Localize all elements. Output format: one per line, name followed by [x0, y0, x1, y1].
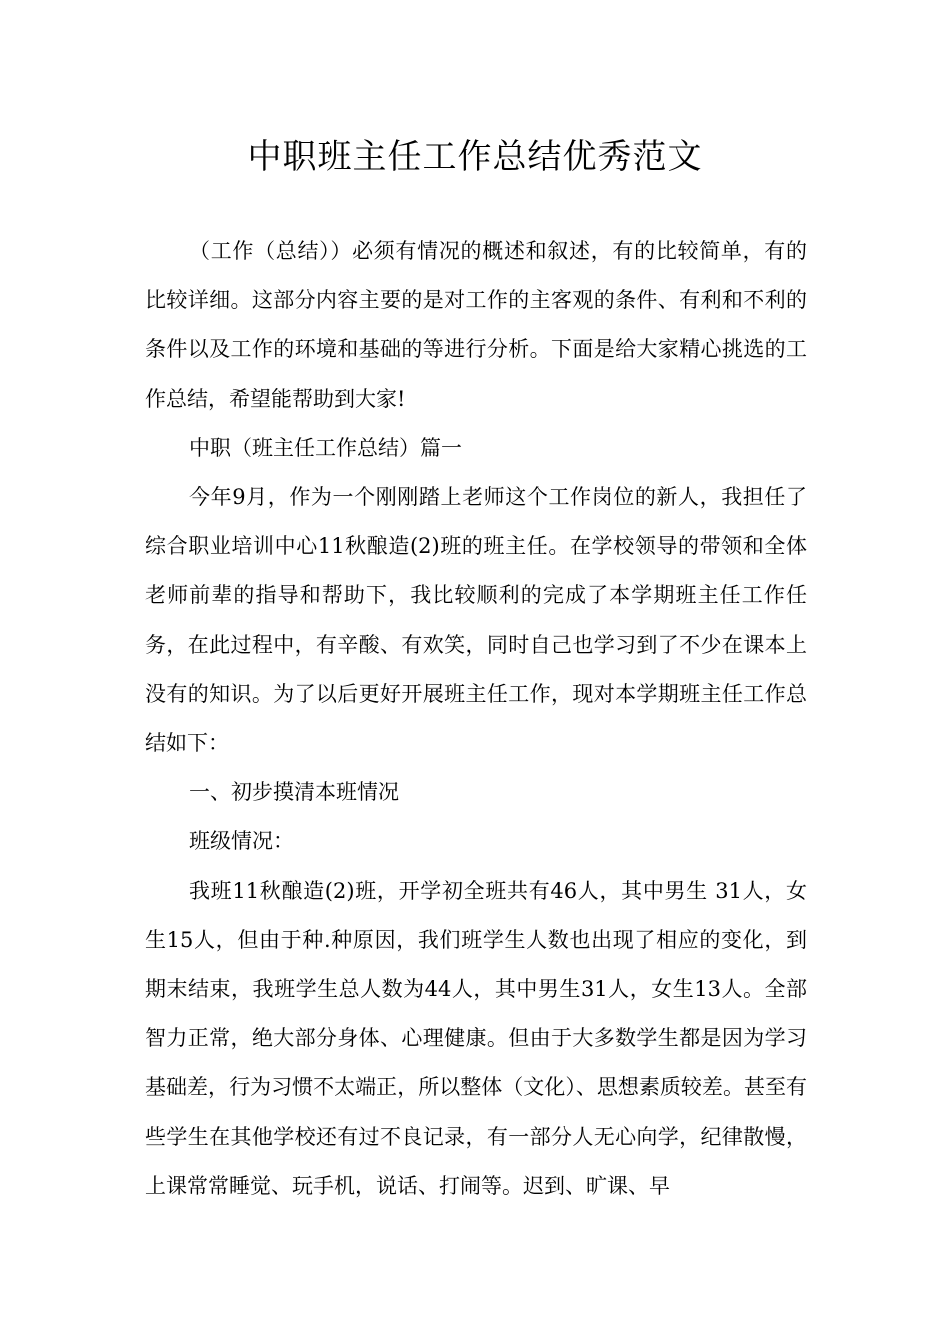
document-body: [145, 227, 807, 1211]
document-title: 中职班主任工作总结优秀范文: [247, 137, 703, 177]
subheading-class-info: 班级情况：: [189, 829, 294, 854]
section-heading-class-situation: 一、初步摸清本班情况: [189, 780, 399, 805]
paragraph-opening: 今年9月，作为一个刚刚踏上老师这个工作岗位的新人，我担任了综合职业培训中心11秋酿造(2)班的班主任。在学校领导的带领和全体老师前辈的指导和帮助下，我比较顺利的完成了本学期班主任工作任务，在此过程中，有辛酸、有欢笑，同时自己也学习到了不少在课本上没有的知识。为了以后更好开展班主任工作，现对本学期班主任工作总结如下：: [145, 485, 807, 756]
paragraph-class-details: 我班11秋酿造(2)班，开学初全班共有46人，其中男生 31人，女生15人，但由于种.种原因，我们班学生人数也出现了相应的变化，到期末结束，我班学生总人数为44人，其中男生31人，女生13人。全部智力正常，绝大部分身体、心理健康。但由于大多数学生都是因为学习基础差，行为习惯不太端正，所以整体（文化）、思想素质较差。甚至有些学生在其他学校还有过不良记录，有一部分人无心向学，纪律散慢，上课常常睡觉、玩手机，说话、打闹等。迟到、旷课、早: [145, 878, 807, 1198]
section-heading-part-one: 中职（班主任工作总结）篇一: [189, 435, 462, 460]
paragraph-intro: （工作（总结））必须有情况的概述和叙述，有的比较简单，有的比较详细。这部分内容主要的是对工作的主客观的条件、有利和不利的条件以及工作的环境和基础的等进行分析。下面是给大家精心挑选的工作总结，希望能帮助到大家!: [145, 239, 807, 411]
